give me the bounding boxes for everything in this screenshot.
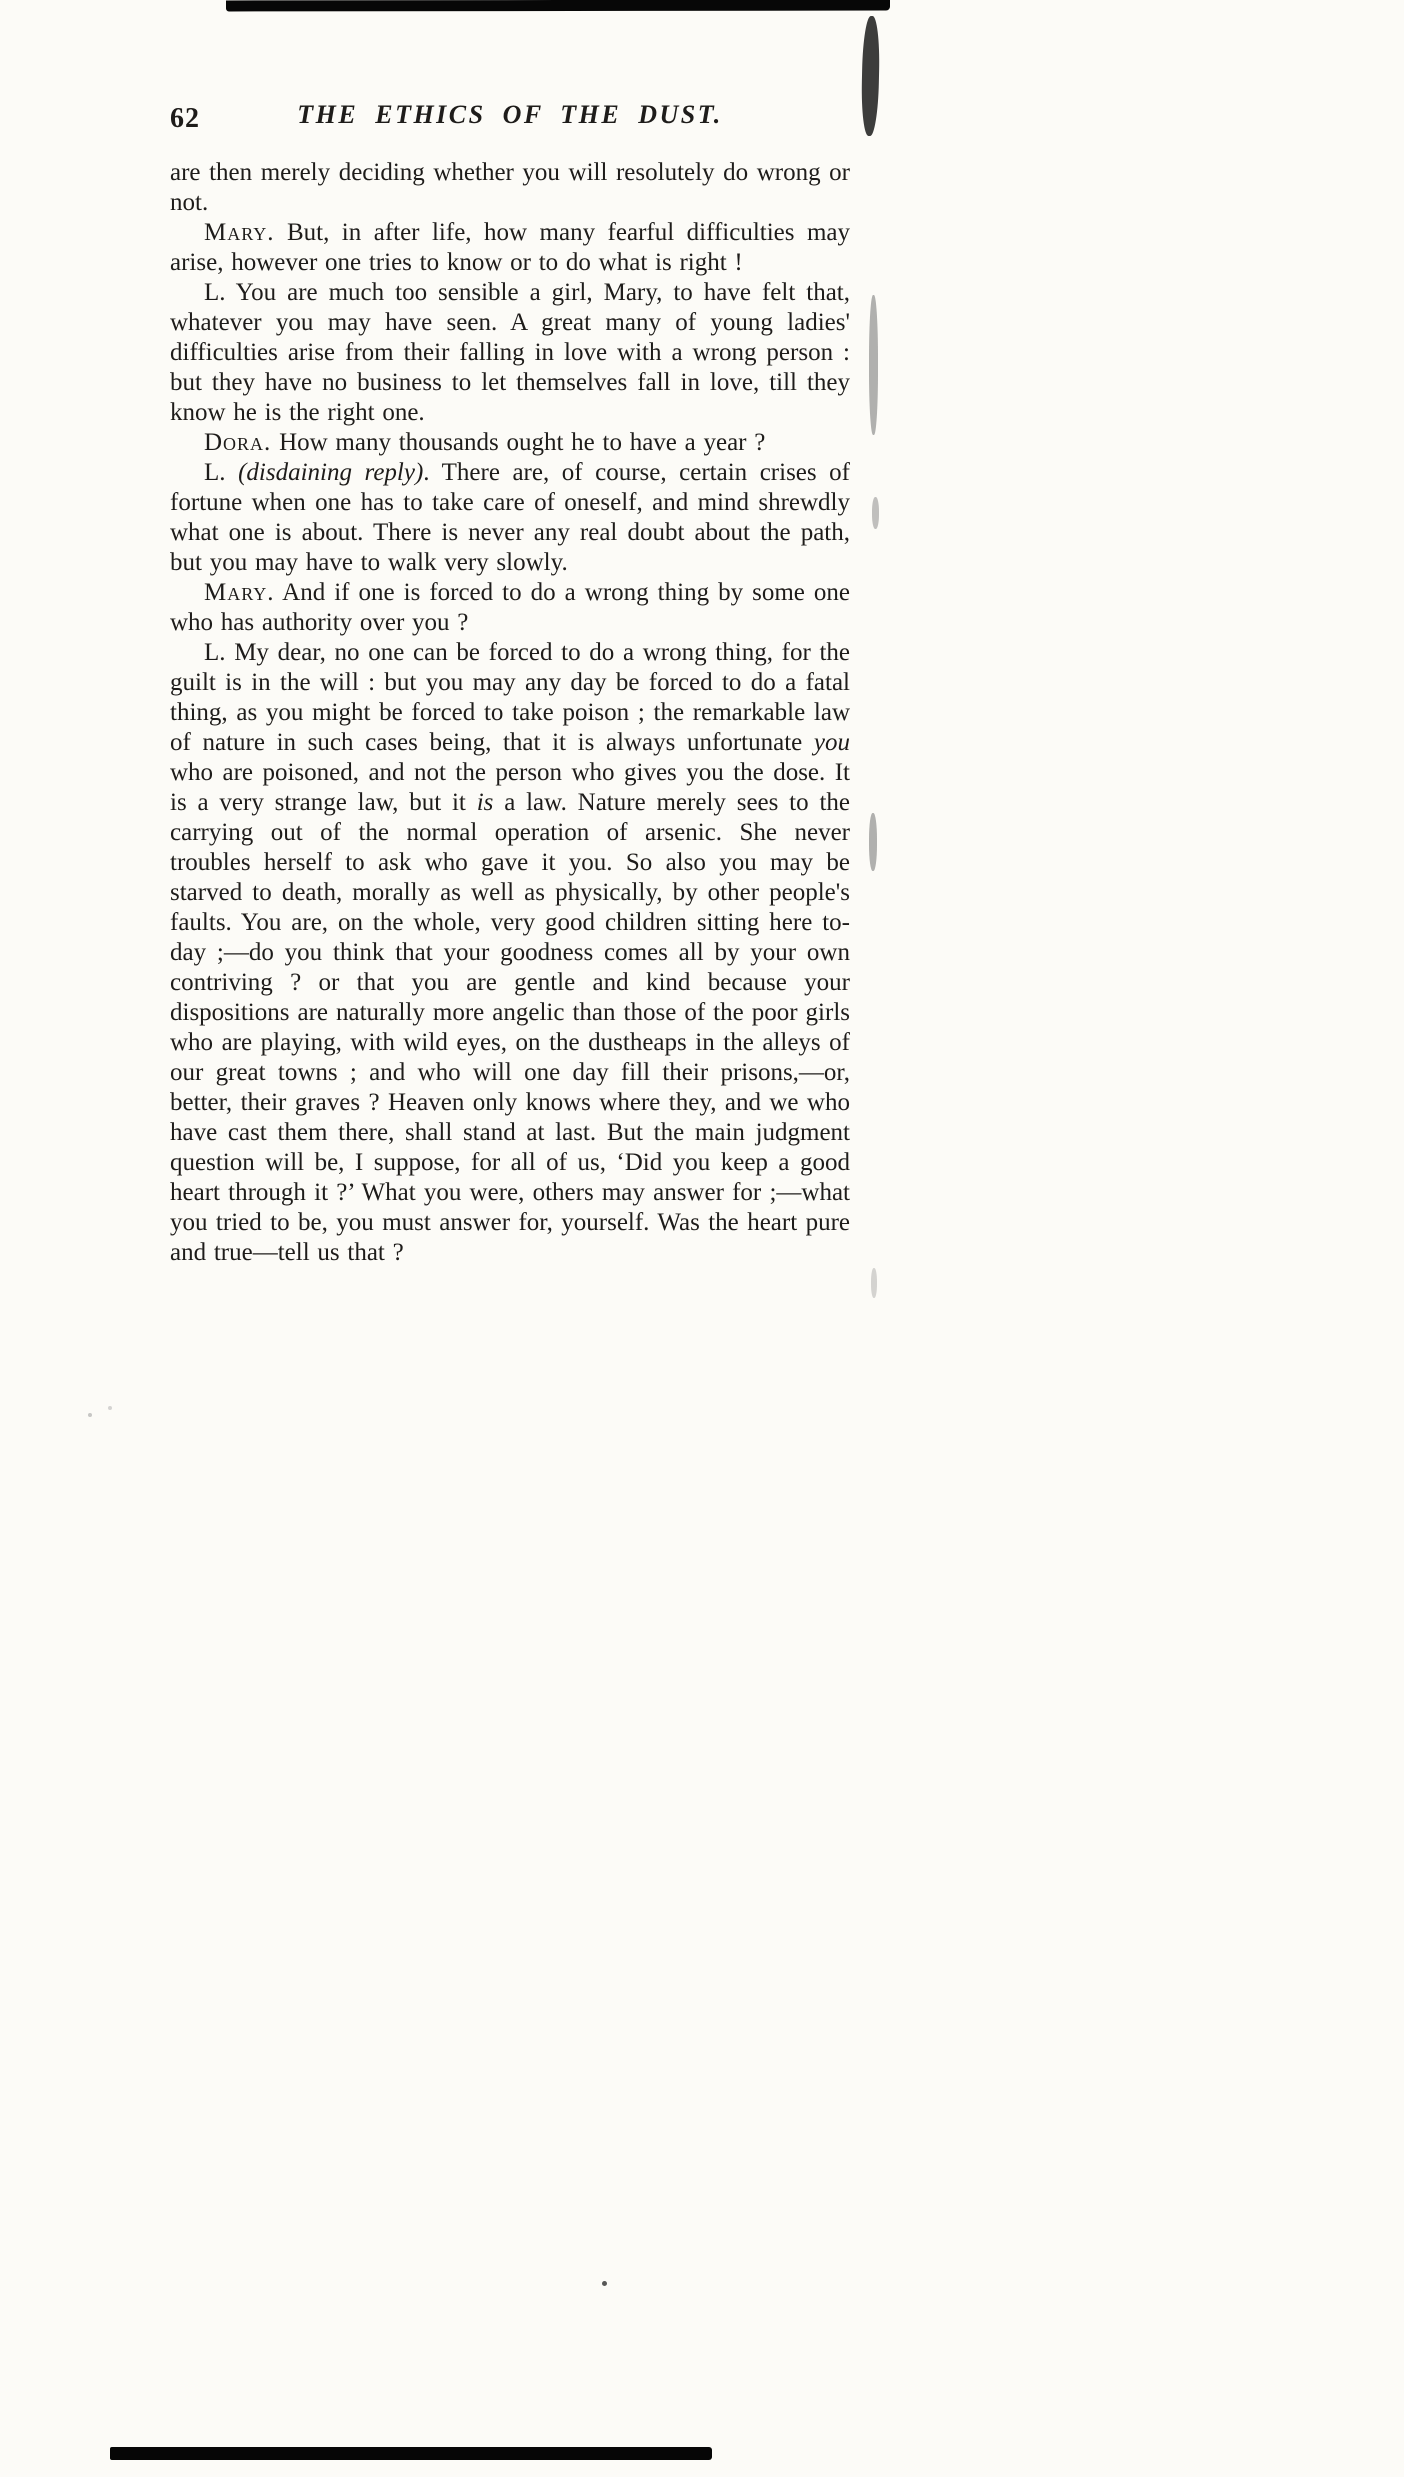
scan-artifact-bottom-bar	[110, 2447, 712, 2460]
text-run: are then merely deciding whether you will resolutely do wrong or not.	[170, 159, 850, 216]
scan-artifact-dot	[602, 2281, 607, 2286]
text-run: Dora.	[204, 429, 272, 456]
text-run: is	[476, 789, 494, 816]
text-run: And if one is forced to do a wrong thing by some one who has authority over you ?	[170, 579, 850, 636]
scan-artifact-edge-mark	[869, 295, 878, 435]
page-header	[170, 100, 850, 142]
text-run: Mary.	[204, 219, 275, 246]
paragraph	[170, 278, 850, 428]
text-run: (disdaining reply)	[238, 459, 424, 486]
text-run: L.	[204, 459, 239, 486]
text-run: But, in after life, how many fearful difficulties may arise, however one tries to know or to do what is right !	[170, 219, 850, 276]
text-run: a law. Nature merely sees to the carrying out of the normal operation of arsenic. She never troubles herself to ask who gave it you. So also you may be starved to death, morally as well as physically, by other people's faults. You are, on the whole, very good children sitting here to-day ;—do you think that your goodness comes all by your own contriving ? or that you are gentle and kind because your dispositions are naturally more angelic than those of the poor girls who are playing, with wild eyes, on the dustheaps in the alleys of our great towns ; and who will one day fill their prisons,—or, better, their graves ? Heaven only knows where they, and we who have cast them there, shall stand at last. But the main judgment question will be, I suppose, for all of us, ‘Did you keep a good heart through it ?’ What you were, others may answer for ;—what you tried to be, you must answer for, yourself. Was the heart pure and true—tell us that ?	[170, 789, 850, 1266]
scan-artifact-edge-mark	[871, 1268, 877, 1298]
text-run: Mary.	[204, 579, 275, 606]
scan-artifact-dot	[108, 1406, 112, 1410]
scan-artifact-top-bar	[226, 0, 890, 11]
text-run: How many thousands ought he to have a year ?	[271, 429, 766, 456]
text-run: who are poisoned, and not the person who gives you the dose. It is a very strange law, but it	[170, 759, 850, 816]
paragraph	[170, 158, 850, 218]
scan-artifact-dot	[88, 1413, 92, 1417]
paragraph	[170, 428, 850, 458]
paragraph	[170, 578, 850, 638]
scan-artifact-edge-mark	[872, 497, 879, 529]
text-run: you	[813, 729, 850, 756]
scan-artifact-edge-mark	[861, 16, 881, 136]
paragraph	[170, 218, 850, 278]
text-run: L. My dear, no one can be forced to do a wrong thing, for the guilt is in the will : but you may any day be forced to do a fatal thing, as you might be forced to take poison ; the remarkable law of nature in such cases being, that it is always unfortunate	[170, 639, 850, 756]
running-title: THE ETHICS OF THE DUST.	[297, 100, 723, 129]
page-body	[170, 158, 850, 1268]
page-number: 62	[170, 103, 200, 134]
paragraph	[170, 458, 850, 578]
text-run: L. You are much too sensible a girl, Mary, to have felt that, whatever you may have seen. A great many of young ladies' difficulties arise from their falling in love with a wrong person : but they have no business to let themselves fall in love, till they know he is the right one.	[170, 279, 850, 426]
paragraph	[170, 638, 850, 1268]
text-run: . There are, of course, certain crises of fortune when one has to take care of oneself, and mind shrewdly what one is about. There is never any real doubt about the path, but you may have to walk very slowly.	[170, 459, 851, 576]
scan-artifact-edge-mark	[869, 813, 877, 871]
